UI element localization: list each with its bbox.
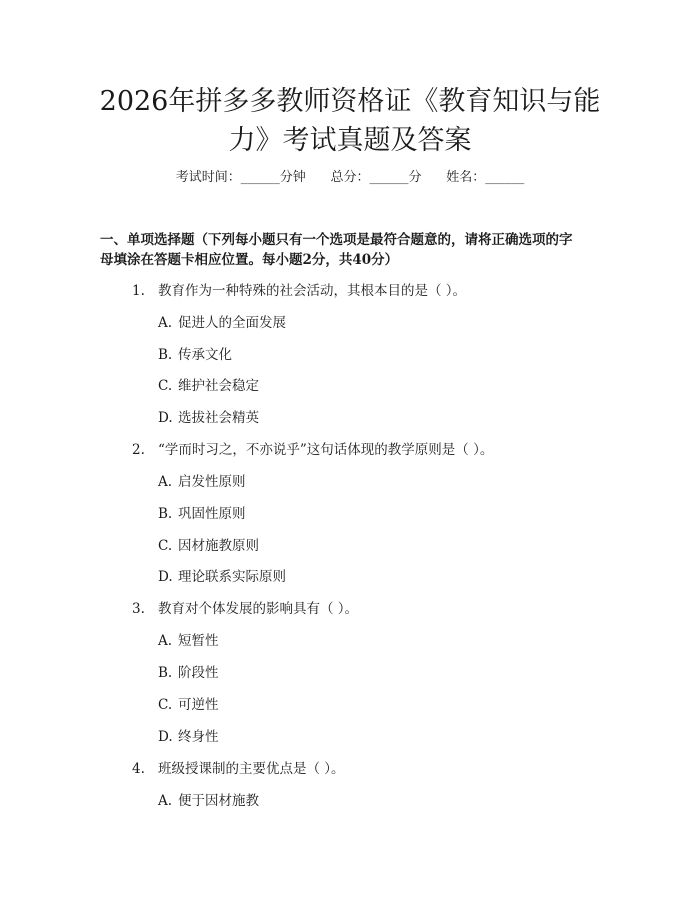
page-title-line-1: 2026年拼多多教师资格证《教育知识与能 (99, 86, 601, 117)
question-3 (132, 599, 358, 619)
question-text: “学而时习之，不亦说乎”这句话体现的教学原则是（ ）。 (158, 442, 494, 458)
option-letter: A. (158, 474, 173, 490)
question-text: 教育作为一种特殊的社会活动，其根本目的是（ ）。 (158, 283, 467, 299)
option-letter: D. (158, 569, 173, 585)
option-letter: B. (158, 665, 173, 681)
question-1-option-c (158, 376, 259, 396)
option-letter: D. (158, 729, 173, 745)
question-2 (132, 440, 493, 460)
question-1-option-a (158, 313, 286, 333)
question-text: 班级授课制的主要优点是（ ）。 (158, 761, 345, 777)
option-letter: A. (158, 633, 173, 649)
question-number: 3. (132, 601, 145, 617)
question-number: 4. (132, 761, 145, 777)
option-text: 阶段性 (178, 665, 219, 681)
option-text: 短暂性 (178, 633, 219, 649)
question-2-option-b (158, 504, 246, 524)
section-heading-line-2: 母填涂在答题卡相应位置。每小题2分，共40分） (100, 252, 399, 268)
question-text: 教育对个体发展的影响具有（ ）。 (158, 601, 359, 617)
option-text: 启发性原则 (178, 474, 246, 490)
option-letter: D. (158, 410, 173, 426)
question-2-option-a (158, 472, 246, 492)
option-text: 因材施教原则 (178, 538, 259, 554)
question-4-option-a (158, 791, 259, 811)
option-letter: C. (158, 697, 173, 713)
exam-info-line: 考试时间：______分钟 总分：______分 姓名：______ (175, 170, 525, 185)
option-letter: B. (158, 347, 173, 363)
option-text: 促进人的全面发展 (178, 315, 286, 331)
option-text: 维护社会稳定 (178, 378, 259, 394)
section-heading-line-1: 一、单项选择题（下列每小题只有一个选项是最符合题意的，请将正确选项的字 (100, 232, 573, 248)
option-letter: C. (158, 378, 173, 394)
option-letter: B. (158, 506, 173, 522)
option-text: 便于因材施教 (178, 793, 259, 809)
question-3-option-b (158, 663, 219, 683)
question-4 (132, 759, 345, 779)
option-letter: A. (158, 793, 173, 809)
question-3-option-d (158, 727, 219, 747)
option-text: 理论联系实际原则 (178, 569, 286, 585)
question-1-option-d (158, 408, 259, 428)
question-3-option-c (158, 695, 219, 715)
page-title-line-2: 力》考试真题及答案 (228, 125, 472, 156)
option-letter: C. (158, 538, 173, 554)
question-1-option-b (158, 345, 232, 365)
question-3-option-a (158, 631, 219, 651)
option-text: 终身性 (178, 729, 219, 745)
option-letter: A. (158, 315, 173, 331)
option-text: 传承文化 (178, 347, 232, 363)
question-2-option-d (158, 567, 286, 587)
question-number: 2. (132, 442, 145, 458)
option-text: 可逆性 (178, 697, 219, 713)
question-number: 1. (132, 283, 145, 299)
option-text: 巩固性原则 (178, 506, 246, 522)
option-text: 选拔社会精英 (178, 410, 259, 426)
question-1 (132, 281, 466, 301)
question-2-option-c (158, 536, 259, 556)
